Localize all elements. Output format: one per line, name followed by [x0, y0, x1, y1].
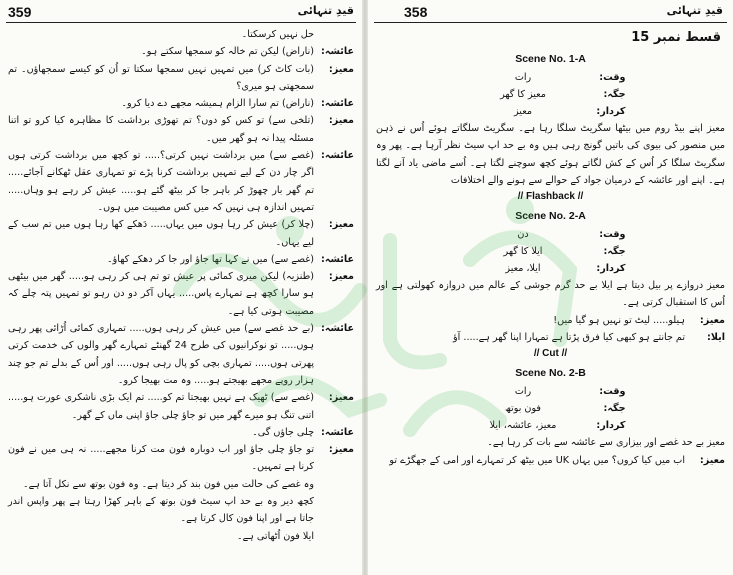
speaker-name: عائشہ: — [321, 253, 354, 265]
dialogue-line — [8, 493, 354, 528]
scene-info-row — [476, 69, 626, 86]
dialogue-text: اب میں کیا کروں؟ میں یہاں UK میں بیٹھ کر تمہارے اور امی کے جھگڑے تو — [389, 454, 685, 466]
speaker-name: معیز: — [328, 219, 354, 231]
right-page-body — [376, 26, 725, 571]
dialogue-text: تو جاؤ چلی جاؤ اور اب دوبارہ فون مت کرنا مجھے..... نہ ہی میں نے فون کرنا ہے تمہیں۔ — [8, 444, 314, 473]
dialogue-text: (ناراض) تم سارا الزام ہمیشہ مجھے دے دیا کرو۔ — [121, 98, 314, 110]
info-key: وقت: — [599, 72, 626, 83]
dialogue-text: حل نہیں کرسکتا۔ — [241, 29, 314, 40]
scene-heading: Scene No. 2-B — [515, 367, 586, 380]
right-page — [368, 0, 733, 575]
scene-info-row — [476, 243, 626, 260]
right-page-header — [374, 4, 727, 23]
info-value: معیز کا گھر — [500, 89, 546, 100]
info-value: رات — [514, 386, 532, 398]
dialogue-line — [8, 476, 354, 493]
scene-info-row — [476, 103, 626, 120]
left-page-body — [8, 26, 354, 571]
speaker-name: عائشہ: — [321, 98, 354, 110]
cut-marker: // Cut // — [533, 348, 568, 360]
speaker-name: عائشہ: — [321, 150, 354, 162]
dialogue-line — [8, 389, 354, 424]
dialogue-line — [376, 452, 725, 469]
dialogue-line — [8, 95, 354, 112]
left-running-title: قیدِ تنہائی — [297, 4, 354, 17]
scene-info-row — [476, 417, 626, 434]
speaker-name: معیز: — [328, 444, 354, 456]
dialogue-text: (غصے سے) میں نے کہا تھا جاؤ اور جا کر دھکے کھاؤ۔ — [107, 253, 314, 265]
info-value: فون بوتھ — [505, 403, 541, 415]
dialogue-text: (طنزیہ) لیکن میری کمائی پر عیش تو تم ہی کر رہی ہو..... گھر میں بیٹھی ہو سارا کچھ ہے تمہارے پاس..... یہاں آکر دو دن رہو تو تمہیں پتہ چلے کہ مصیبت ہوتی کیا ہے۔ — [8, 271, 314, 317]
speaker-name: عائشہ: — [321, 46, 354, 58]
scene-info-row — [476, 383, 626, 400]
dialogue-text: کچھ دیر وہ بے حد اپ سیٹ فون بوتھ کے باہر کھڑا رہتا ہے پھر واپس اندر جاتا ہے اور اپنا فون کال کرتا ہے۔ — [8, 496, 314, 525]
right-page-number: 358 — [404, 4, 428, 20]
info-value: معیز — [514, 106, 532, 117]
dialogue-text: ایلا فون اُٹھاتی ہے۔ — [236, 530, 314, 542]
episode-title: قسط نمبر 15 — [631, 30, 721, 45]
dialogue-text: (بے حد غصے سے) میں عیش کر رہی ہوں..... تمہاری کمائی اُڑائی پھر رہی ہوں..... تو نوکرانیوں کی طرح 24 گھنٹے تمہارے گھر والوں کی خدمت کرتی پھرتی ہوں..... تمہاری بچی کو پال رہی ہوں..... اور اُس کے بدلے تم جو چند ہزار روپے مجھے بھیجتے ہو..... وہ مت بھیجا کرو۔ — [8, 323, 314, 386]
dialogue-line — [8, 528, 354, 545]
dialogue-text: (غصے سے) میں برداشت نہیں کرتی؟..... تو کچھ میں برداشت کرتی ہوں اگر چار دن کے لیے تمہیں برداشت کرنا پڑے تو تمہاری عقل ٹھکانے آجائے..... تم گھر بار چھوڑ کر باہر جا کر بیٹھ گئے ہو..... عیش کر رہے ہو وہاں..... تمہیں اندازہ ہی نہیں کہ میں کس مصیبت میں ہوں۔ — [8, 150, 314, 213]
scene-info-row — [476, 400, 626, 417]
dialogue-line — [376, 312, 725, 329]
speaker-name: معیز: — [328, 63, 354, 75]
info-value: ایلا، معیز — [505, 263, 541, 275]
info-key: کردار: — [596, 106, 626, 117]
dialogue-line — [8, 320, 354, 389]
dialogue-line — [376, 329, 725, 346]
speaker-name: معیز: — [699, 314, 725, 326]
dialogue-line — [8, 26, 354, 43]
speaker-name: عائشہ: — [321, 323, 354, 335]
info-key: کردار: — [596, 263, 626, 275]
dialogue-text: تم جانتے ہو کبھی کیا فرق پڑتا ہے تمہارا اپنا گھر ہے..... آؤ — [453, 332, 685, 344]
speaker-name: معیز: — [328, 115, 354, 127]
dialogue-line — [8, 112, 354, 147]
left-page — [0, 0, 362, 575]
dialogue-line — [8, 61, 354, 96]
scene-info-row — [476, 260, 626, 277]
scene-info — [476, 69, 626, 120]
dialogue-text: (غصے سے) ٹھیک ہے نہیں بھیجتا تم کو..... تم ایک بڑی ناشکری عورت ہو..... اتنی تنگ ہو میرے گھر میں تو جاؤ چلی جاؤ اپنی ماں کے گھر۔ — [8, 392, 314, 421]
speaker-name: معیز: — [699, 454, 725, 466]
dialogue-line — [8, 268, 354, 320]
speaker-name: معیز: — [328, 271, 354, 283]
dialogue-line — [8, 216, 354, 251]
scene-info-row — [476, 86, 626, 103]
scene-description: معیز اپنے بیڈ روم میں بیٹھا سگریٹ سلگا رہا ہے۔ سگریٹ سلگاتے ہوئے اُس نے ذہن میں منصور کی بیوی کی باتیں گونج رہی ہیں وہ بے حد اپ سیٹ نظر آرہا ہے۔ پھر وہ سگریٹ سلگا کر اُس کے کش لگاتے ہوئے کچھ سوچنے لگتا ہے۔ اُسے ماضی یاد آنے لگتا ہے۔ اپنے اور عائشہ کے درمیان جواد کے حوالے سے ہونے والے اختلافات — [376, 123, 725, 186]
left-page-header — [6, 4, 356, 23]
info-value: رات — [514, 72, 532, 83]
scene-description: معیز دروازے پر بیل دیتا ہے ایلا بے حد گرم جوشی کے عالم میں دروازہ کھولتی ہے اور اُس کا استقبال کرتی ہے۔ — [376, 280, 725, 309]
dialogue-text: (چلا کر) عیش کر رہا ہوں میں یہاں..... دَھکے کھا رہا ہوں میں تم سب کے لیے یہاں۔ — [8, 219, 314, 248]
dialogue-line — [8, 147, 354, 216]
left-page-number: 359 — [8, 4, 32, 20]
scene-info — [476, 383, 626, 434]
dialogue-line — [8, 424, 354, 441]
dialogue-text: (تلخی سے) تو کس کو دوں؟ تم تھوڑی برداشت کا مظاہرہ کیا کرو تو اتنا مسئلہ پیدا نہ ہو گھر میں۔ — [8, 115, 314, 144]
info-key: وقت: — [599, 386, 626, 398]
dialogue-text: ہیلو..... لیٹ تو نہیں ہو گیا میں! — [553, 314, 685, 326]
speaker-name: ایلا: — [706, 332, 725, 344]
scene-description: معیز بے حد غصے اور بیزاری سے عائشہ سے بات کر رہا ہے۔ — [487, 437, 725, 449]
info-value: ایلا کا گھر — [503, 246, 543, 258]
dialogue-text: چلی جاؤں گی۔ — [252, 426, 314, 438]
scene-heading: Scene No. 2-A — [515, 210, 586, 223]
info-key: جگہ: — [603, 246, 626, 258]
speaker-name: معیز: — [328, 392, 354, 404]
info-value: معیز، عائشہ، ایلا — [489, 420, 557, 432]
scene-heading: Scene No. 1-A — [515, 53, 586, 65]
info-key: جگہ: — [603, 403, 626, 415]
flashback-marker: // Flashback // — [517, 191, 584, 203]
right-running-title: قیدِ تنہائی — [666, 4, 723, 17]
dialogue-text: وہ غصے کی حالت میں فون بند کر دیتا ہے۔ وہ فون بوتھ سے نکل آتا ہے۔ — [23, 478, 314, 490]
speaker-name: عائشہ: — [321, 426, 354, 438]
info-key: وقت: — [599, 229, 626, 241]
dialogue-line — [8, 43, 354, 60]
scene-info — [476, 226, 626, 277]
info-key: کردار: — [596, 420, 626, 432]
scene-info-row — [476, 226, 626, 243]
dialogue-line — [8, 251, 354, 268]
dialogue-text: (ناراض) لیکن تم خالہ کو سمجھا سکتے ہو۔ — [141, 46, 314, 58]
dialogue-line — [8, 441, 354, 476]
info-value: دن — [517, 229, 529, 241]
dialogue-text: (بات کاٹ کر) میں تمہیں نہیں سمجھا سکتا تو اُن کو کیسے سمجھاؤں۔ تم سمجھتی ہو میری؟ — [8, 63, 314, 92]
info-key: جگہ: — [603, 89, 626, 100]
